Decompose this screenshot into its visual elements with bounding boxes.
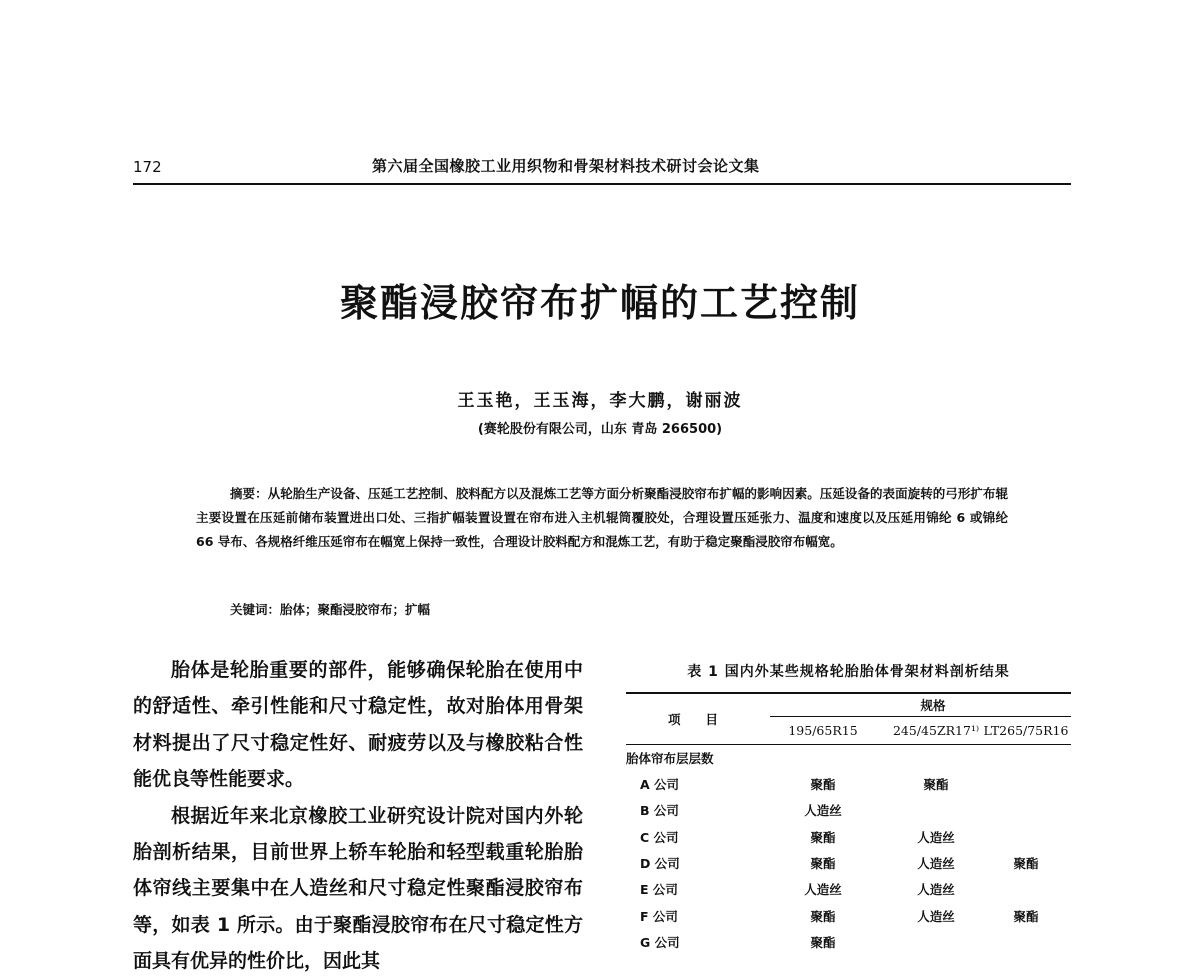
keywords-text: 胎体；聚酯浸胶帘布；扩幅 [280,602,431,617]
keywords [230,600,430,618]
table-cell: 聚酯 [810,855,836,871]
table-spec-rule [770,716,1071,717]
table-row-company: C 公司 [640,829,679,845]
table-col-2: 245/45ZR17¹⁾ [892,723,980,738]
table-cell: 聚酯 [1013,908,1039,924]
running-title: 第六届全国橡胶工业用织物和骨架材料技术研讨会论文集 [372,157,760,175]
table-header-item: 项 目 [668,712,719,727]
table-cell: 聚酯 [810,829,836,845]
table-caption: 表 1 国内外某些规格轮胎胎体骨架材料剖析结果 [687,664,1010,680]
header-rule [133,183,1071,185]
article-title: 聚酯浸胶帘布扩幅的工艺控制 [339,281,860,325]
affiliation: (赛轮股份有限公司，山东 青岛 266500) [477,422,723,437]
table-cell: 人造丝 [917,829,955,845]
authors: 王玉艳，王玉海，李大鹏，谢丽波 [457,391,743,411]
table-cell: 人造丝 [917,855,955,871]
abstract [196,482,1008,554]
table-cell: 人造丝 [804,803,842,819]
table-section-label: 胎体帘布层层数 [626,751,714,766]
page-number: 172 [133,158,162,176]
table-row-company: E 公司 [640,882,678,898]
table-cell: 聚酯 [810,908,836,924]
table-col-3: LT265/75R16 [983,723,1069,738]
table-top-rule [626,692,1071,694]
body-text [133,652,583,980]
paragraph-1: 胎体是轮胎重要的部件，能够确保轮胎在使用中的舒适性、牵引性能和尺寸稳定性，故对胎体用骨架材料提出了尺寸稳定性好、耐疲劳以及与橡胶粘合性能优良等性能要求。 [133,659,583,791]
table-cell: 人造丝 [917,908,955,924]
table-cell: 人造丝 [917,882,955,898]
abstract-label: 摘要： [230,486,268,501]
table-cell: 聚酯 [1013,855,1039,871]
table-row-company: D 公司 [640,855,680,871]
table-col-1: 195/65R15 [788,723,858,738]
table-cell: 聚酯 [810,934,836,950]
table-cell: 聚酯 [923,777,949,792]
keywords-label: 关键词： [230,602,281,617]
table-row-company: G 公司 [640,934,680,950]
table-row-company: F 公司 [640,908,678,924]
table-header-spec: 规格 [920,698,946,713]
abstract-text: 从轮胎生产设备、压延工艺控制、胶料配方以及混炼工艺等方面分析聚酯浸胶帘布扩幅的影响因素。压延设备的表面旋转的弓形扩布辊主要设置在压延前储布装置进出口处、三指扩幅装置设置在帘布进入主机辊筒覆胶处，合理设置压延张力、温度和速度以及压延用锦纶 6 或锦纶 66 导布、各规格纤维压延帘布在幅宽上保持一致性，合理设计胶料配方和混炼工艺，有助于稳定聚酯浸胶帘布幅宽。 [196,486,1008,549]
paragraph-2: 根据近年来北京橡胶工业研究设计院对国内外轮胎剖析结果，目前世界上轿车轮胎和轻型载重轮胎胎体帘线主要集中在人造丝和尺寸稳定性聚酯浸胶帘布等，如表 1 所示。由于聚酯浸胶帘布在尺寸稳定性方面具有优异的性价比，因此其 [133,804,583,973]
table-cell: 聚酯 [810,777,836,792]
table-header-rule [626,744,1071,745]
table-row-company: B 公司 [640,803,679,819]
table-row-company: A 公司 [640,777,680,792]
table-cell: 人造丝 [804,882,842,898]
